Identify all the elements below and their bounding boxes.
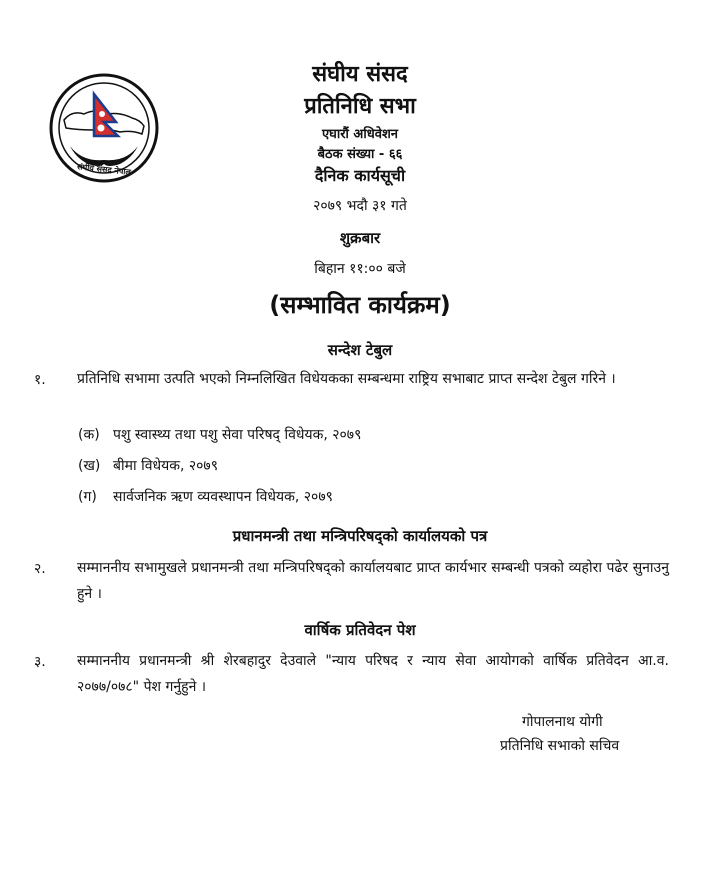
- logo-caption: संघीय संसद नेपाल: [76, 162, 132, 177]
- signature-block: [500, 710, 670, 758]
- sub-item-text: पशु स्वास्थ्य तथा पशु सेवा परिषद् विधेयक, २०७९: [113, 427, 362, 443]
- item-number: ३.: [34, 654, 46, 670]
- section-heading: सन्देश टेबुल: [327, 341, 393, 359]
- sub-item-text: सार्वजनिक ऋण व्यवस्थापन विधेयक, २०७९: [113, 489, 333, 505]
- secretary-title: प्रतिनिधि सभाको सचिव: [500, 738, 620, 754]
- sub-item-label: (ग): [78, 489, 97, 505]
- parliament-name: संघीय संसद: [312, 62, 408, 87]
- meeting-number: बैठक संख्या - ६६: [317, 147, 403, 162]
- secretary-name: गोपालनाथ योगी: [522, 714, 603, 730]
- agenda-day: शुक्रबार: [339, 229, 381, 247]
- agenda-title: दैनिक कार्यसूची: [314, 166, 406, 185]
- agenda-date: २०७९ भदौ ३१ गते: [313, 198, 407, 214]
- item-text: प्रतिनिधि सभामा उत्पति भएको निम्नलिखित विधेयकका सम्बन्धमा राष्ट्रिय सभाबाट प्राप्त सन्देश टेबुल गरिने ।: [77, 371, 616, 387]
- sub-item-text: बीमा विधेयक, २०७९: [113, 458, 218, 474]
- sub-item-label: (क): [78, 427, 100, 443]
- sub-item-label: (ख): [78, 458, 101, 474]
- item-number: २.: [34, 561, 46, 577]
- session-name: एघारौं अधिवेशन: [321, 127, 399, 142]
- agenda-time: बिहान ११:०० बजे: [314, 261, 406, 277]
- program-title: (सम्भावित कार्यक्रम): [269, 291, 451, 319]
- item-text: सम्माननीय प्रधानमन्त्री श्री शेरबहादुर देउवाले "न्याय परिषद र न्याय सेवा आयोगको वार्षिक प्रतिवेदन आ.व. २०७७/०७८" पेश गर्नुहुने ।: [77, 653, 669, 695]
- item-text: सम्माननीय सभामुखले प्रधानमन्त्री तथा मन्त्रिपरिषद्को कार्यालयबाट प्राप्त कार्यभार सम्बन्धी पत्रको व्यहोरा पढेर सुनाउनु हुने ।: [77, 560, 669, 602]
- item-number: १.: [34, 372, 46, 388]
- house-name: प्रतिनिधि सभा: [304, 94, 416, 119]
- section-heading: वार्षिक प्रतिवेदन पेश: [304, 621, 416, 639]
- section-heading: प्रधानमन्त्री तथा मन्त्रिपरिषद्को कार्यालयको पत्र: [232, 527, 488, 545]
